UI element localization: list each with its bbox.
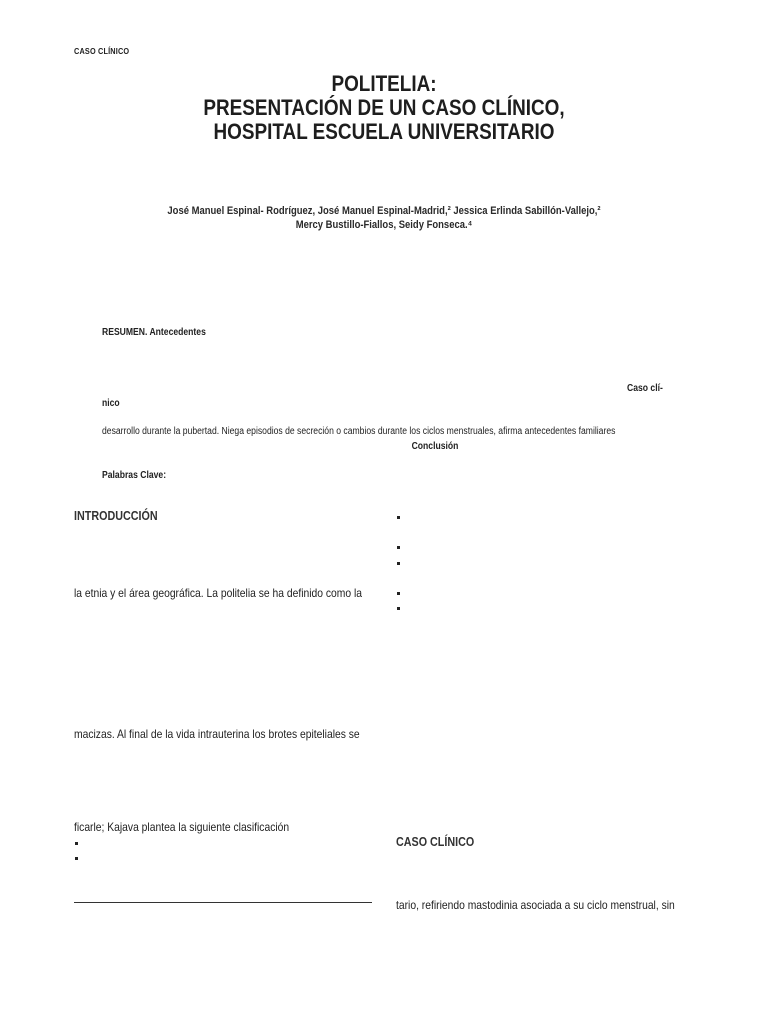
title-line-1: POLITELIA: <box>331 71 437 96</box>
left-text-line-macizas: macizas. Al final de la vida intrauterina los brotes epiteliales se <box>74 727 360 741</box>
caso-clinico-fragment: Caso clí- <box>627 383 663 394</box>
title-line-3: HOSPITAL ESCUELA UNIVERSITARIO <box>213 119 555 144</box>
list-bullet <box>397 516 400 519</box>
list-bullet <box>397 546 400 549</box>
authors-line-1: José Manuel Espinal- Rodríguez, José Manuel Espinal-Madrid,² Jessica Erlinda Sabillón-Vallejo,² <box>167 205 601 217</box>
nico-fragment: nico <box>102 398 120 409</box>
introduccion-heading: INTRODUCCIÓN <box>74 509 158 523</box>
authors-line-2: Mercy Bustillo-Fiallos, Seidy Fonseca.⁴ <box>295 219 473 231</box>
caso-clinico-heading: CASO CLÍNICO <box>396 835 475 849</box>
article-title <box>0 72 768 144</box>
list-bullet <box>397 607 400 610</box>
footnote-divider <box>74 902 372 903</box>
author-list <box>0 204 768 232</box>
list-bullet <box>397 562 400 565</box>
list-bullet <box>75 842 78 845</box>
abstract-sentence: desarrollo durante la pubertad. Niega episodios de secreción o cambios durante los ciclos menstruales, afirma antecedentes familiares <box>102 426 616 437</box>
resumen-label: RESUMEN. Antecedentes <box>102 327 206 338</box>
title-line-2: PRESENTACIÓN DE UN CASO CLÍNICO, <box>203 95 565 120</box>
section-label: CASO CLÍNICO <box>74 46 130 56</box>
left-text-line-kajava: ficarle; Kajava plantea la siguiente clasificación <box>74 820 290 834</box>
left-text-line-etnia: la etnia y el área geográfica. La politelia se ha definido como la <box>74 586 363 600</box>
keywords-label: Palabras Clave: <box>102 470 167 481</box>
list-bullet <box>75 857 78 860</box>
list-bullet <box>397 592 400 595</box>
right-text-line-tario: tario, refiriendo mastodinia asociada a su ciclo menstrual, sin <box>396 898 675 912</box>
conclusion-label: Conclusión <box>411 441 459 452</box>
